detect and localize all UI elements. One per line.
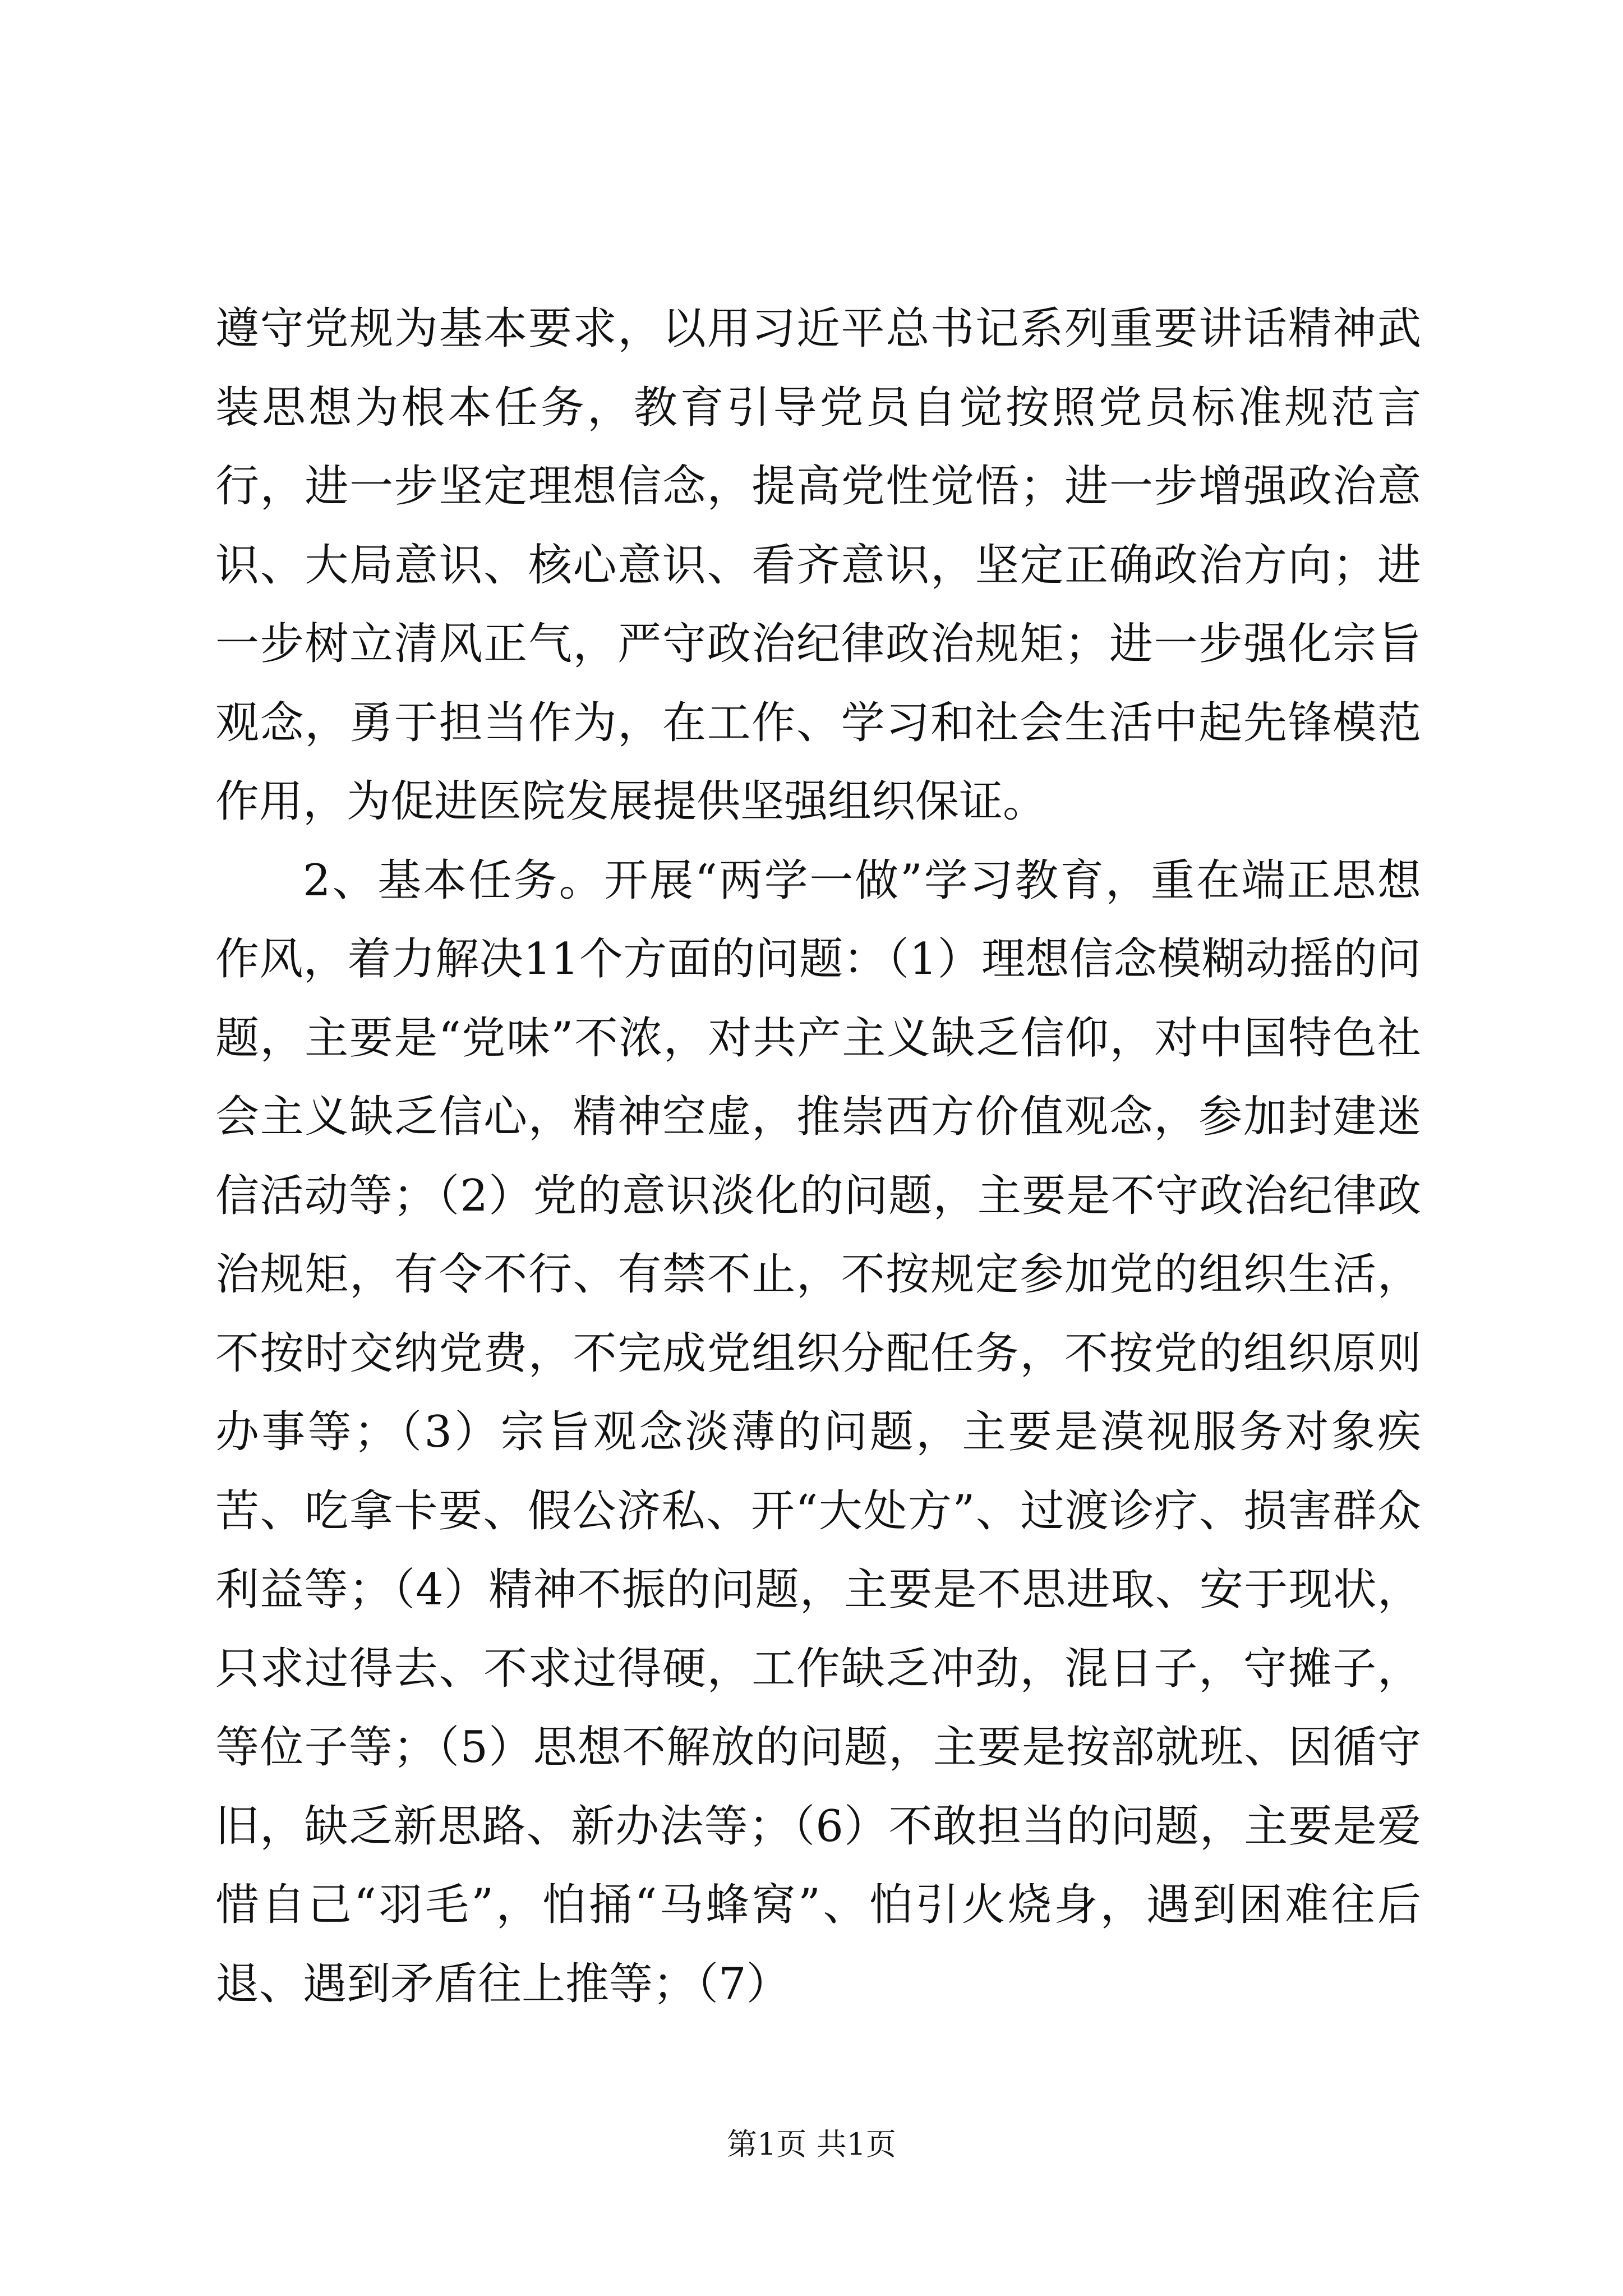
paragraph-2: 2、基本任务。开展“两学一做”学习教育，重在端正思想作风，着力解决11个方面的问题：（1）理想信念模糊动摇的问题，主要是“党味”不浓，对共产主义缺乏信仰，对中国特色社会主义缺乏信心，精神空虚，推崇西方价值观念，参加封建迷信活动等；（2）党的意识淡化的问题，主要是不守政治纪律政治规矩，有令不行、有禁不止，不按规定参加党的组织生活，不按时交纳党费，不完成党组织分配任务，不按党的组织原则办事等；（3）宗旨观念淡薄的问题，主要是漠视服务对象疾苦、吃拿卡要、假公济私、开“大处方”、过渡诊疗、损害群众利益等；（4）精神不振的问题，主要是不思进取、安于现状，只求过得去、不求过得硬，工作缺乏冲劲，混日子，守摊子，等位子等；（5）思想不解放的问题，主要是按部就班、因循守旧，缺乏新思路、新办法等；（6）不敢担当的问题，主要是爱惜自己“羽毛”，怕捅“马蜂窝”、怕引火烧身，遇到困难往后退、遇到矛盾往上推等；（7） xyxy=(215,855,1421,2009)
paragraph-1: 遵守党规为基本要求，以用习近平总书记系列重要讲话精神武装思想为根本任务，教育引导党员自觉按照党员标准规范言行，进一步坚定理想信念，提高党性觉悟；进一步增强政治意识、大局意识、核心意识、看齐意识，坚定正确政治方向；进一步树立清风正气，严守政治纪律政治规矩；进一步强化宗旨观念，勇于担当作为，在工作、学习和社会生活中起先锋模范作用，为促进医院发展提供坚强组织保证。 xyxy=(215,303,1421,827)
body-text xyxy=(215,289,1421,2023)
page-footer: 第1页 共1页 xyxy=(727,2127,896,2162)
